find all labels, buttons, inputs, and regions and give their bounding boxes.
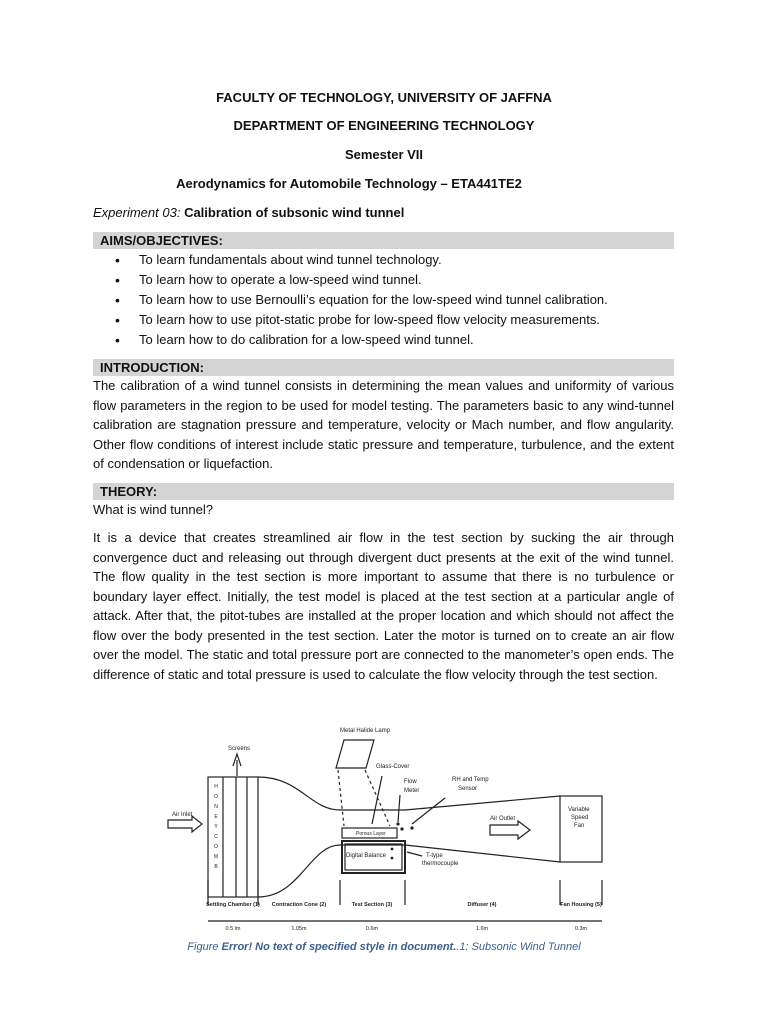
lamp-shape xyxy=(336,740,374,768)
porous-layer-label: Porous Layer xyxy=(356,831,386,837)
list-item: • To learn fundamentals about wind tunnel technology. xyxy=(93,250,608,270)
honeycomb-letter: O xyxy=(214,794,218,800)
honeycomb-letter: C xyxy=(214,834,218,840)
wind-tunnel-diagram xyxy=(160,720,610,935)
semester-heading: Semester VII xyxy=(344,147,424,162)
air-outlet-arrow xyxy=(490,821,530,839)
ttype-label-1: T-type xyxy=(426,853,443,859)
aims-list xyxy=(93,250,608,350)
honeycomb-letter: H xyxy=(214,784,218,790)
department-heading: DEPARTMENT OF ENGINEERING TECHNOLOGY xyxy=(233,118,535,133)
rh-sensor-label-1: RH and Temp xyxy=(452,777,489,783)
course-heading: Aerodynamics for Automobile Technology – ETA441TE2 xyxy=(176,176,522,191)
experiment-label: Experiment 03: xyxy=(93,205,181,220)
wind-tunnel-figure xyxy=(160,720,610,935)
contraction-lower xyxy=(258,845,340,897)
faculty-heading: FACULTY OF TECHNOLOGY, UNIVERSITY OF JAFFNA xyxy=(216,90,552,105)
caption-error: Error! No text of specified style in document. xyxy=(221,941,457,953)
caption-suffix: .1: Subsonic Wind Tunnel xyxy=(456,941,581,953)
flow-meter-label-1: Flow xyxy=(404,779,417,785)
section-label-settling: Settling Chamber (1) xyxy=(206,902,260,908)
section-label-test: Test Section (3) xyxy=(351,902,393,908)
screens-label: Screens xyxy=(228,746,251,752)
dimension-label: 1.05m xyxy=(291,926,307,932)
aims-heading: AIMS/OBJECTIVES: xyxy=(93,232,674,249)
experiment-name: Calibration of subsonic wind tunnel xyxy=(184,205,405,220)
dimension-label: 0.5 lm xyxy=(225,926,241,932)
honeycomb-letter: N xyxy=(214,804,218,810)
air-outlet-label: Air Outlet xyxy=(490,816,516,822)
fan-label-1: Variable xyxy=(568,807,590,813)
fan-label-3: Fan xyxy=(574,823,585,829)
list-item: • To learn how to use pitot-static probe for low-speed flow velocity measurements. xyxy=(93,310,608,330)
section-label-diffuser: Diffuser (4) xyxy=(467,902,497,908)
honeycomb-letter: M xyxy=(213,854,219,860)
lamp-label: Metal Halide Lamp xyxy=(340,728,391,734)
list-item: • To learn how to use Bernoulli’s equation for the low-speed wind tunnel calibration. xyxy=(93,290,608,310)
section-label-fan-housing: Fan Housing (5) xyxy=(560,902,602,908)
dimension-label: 0.6m xyxy=(365,926,379,932)
theory-question: What is wind tunnel? xyxy=(93,502,213,517)
air-inlet-label: Air Inlet xyxy=(172,812,193,818)
honeycomb-letter: O xyxy=(214,844,218,850)
experiment-title xyxy=(93,205,404,220)
list-item: • To learn how to do calibration for a low-speed wind tunnel. xyxy=(93,330,608,350)
figure-caption xyxy=(0,941,768,953)
theory-heading: THEORY: xyxy=(93,483,674,500)
digital-balance-label: Digital Balance xyxy=(346,853,387,859)
dimension-label: 0.3m xyxy=(574,926,588,932)
contraction-upper xyxy=(258,777,340,810)
dimension-label: 1.6m xyxy=(475,926,489,932)
honeycomb-letter: B xyxy=(214,864,218,870)
caption-prefix: Figure xyxy=(187,941,222,953)
flow-meter-label-2: Meter xyxy=(404,788,420,794)
introduction-paragraph: The calibration of a wind tunnel consists in determining the mean values and uniformity of various flow parameters in the region to be used for model testing. The parameters basic to any wind-tunnel calibration are stagnation pressure and temperature, velocity or Mach number, and flow angularity. Other flow conditions of interest include static pressure and temperature, turbulence, and the extent of condensation or liquefaction. xyxy=(93,378,674,471)
theory-paragraph: It is a device that creates streamlined air flow in the test section by sucking the air through convergence duct and releasing out through divergent duct presents at the exit of the wind tunnel. The flow quality in the test section is more important to assume that there is no turbulence or boundary layer effect. Initially, the test model is placed at the test section at a particular angle of attack. After that, the pitot-tubes are installed at the proper location and which should not affect the flow over the body presented in the test section. Later the motor is turned on to create an air flow over the model. The static and total pressure port are connected to the manometer’s open ends. The difference of static and total pressure is used to calculate the flow velocity through the test section. xyxy=(93,530,674,682)
glass-cover-label: Glass-Cover xyxy=(376,764,410,770)
fan-label-2: Speed xyxy=(571,815,589,821)
fan-housing-shape xyxy=(560,796,602,862)
honeycomb-letter: E xyxy=(214,814,218,820)
list-item: • To learn how to operate a low-speed wind tunnel. xyxy=(93,270,608,290)
honeycomb-letter: Y xyxy=(214,824,218,830)
air-inlet-arrow xyxy=(168,816,202,832)
introduction-heading: INTRODUCTION: xyxy=(93,359,674,376)
section-label-contraction: Contraction Cone (2) xyxy=(271,902,327,908)
ttype-label-2: thermocouple xyxy=(422,861,459,867)
rh-sensor-label-2: Sensor xyxy=(458,786,478,792)
